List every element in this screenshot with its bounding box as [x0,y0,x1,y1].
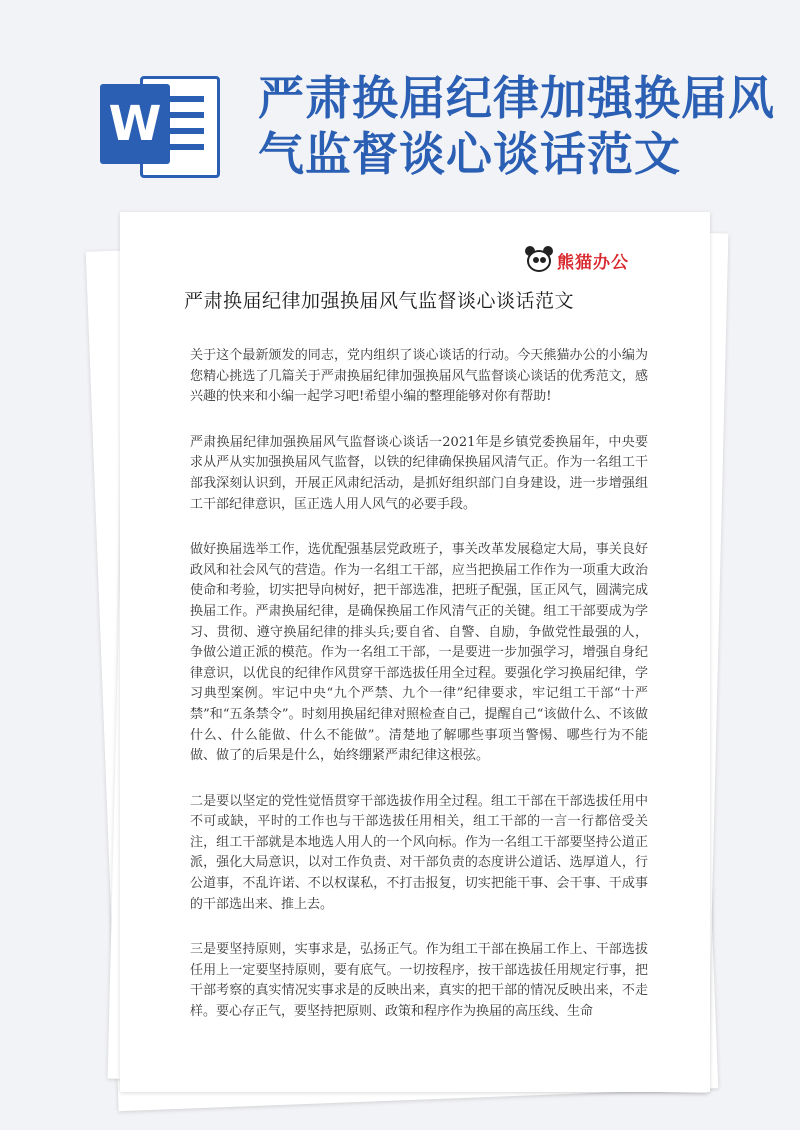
paragraph: 二是要以坚定的党性觉悟贯穿干部选拔作用全过程。组工干部在干部选拔任用中不可或缺，平时的工作也与干部选拔任用相关，组工干部的一言一行都倍受关注，组工干部就是本地选人用人的一个风向标。作为一名组工干部要坚持公道正派，强化大局意识，以对工作负责、对干部负责的态度讲公道话、选厚道人，行公道事，不乱许诺、不以权谋私，不打击报复，切实把能干事、会干事、干成事的干部选出来、推上去。 [190,793,648,912]
document-title: 严肃换届纪律加强换届风气监督谈心谈话范文 [184,290,575,312]
brand-name: 熊猫办公 [557,252,629,273]
paragraph: 严肃换届纪律加强换届风气监督谈心谈话一2021年是乡镇党委换届年，中央要求从严从实加强换届风气监督，以铁的纪律确保换届风清气正。作为一名组工干部我深刻认识到，开展正风肃纪活动，是抓好组织部门自身建设，进一步增强组工干部纪律意识，匡正选人用人风气的必要手段。 [190,434,648,512]
document-body [190,346,648,1048]
page-title: 严肃换届纪律加强换届风气监督谈心谈话范文 [258,71,775,181]
page-header [0,0,800,200]
word-letter: W [100,84,170,164]
panda-icon [525,246,553,274]
paragraph: 关于这个最新颁发的同志，党内组织了谈心谈话的行动。今天熊猫办公的小编为您精心挑选了几篇关于严肃换届纪律加强换届风气监督谈心谈话的优秀范文，感兴趣的快来和小编一起学习吧!希望小编的整理能够对你有帮助! [190,348,648,405]
word-document-icon [100,70,220,180]
brand-logo [525,246,629,274]
paragraph: 三是要坚持原则，实事求是，弘扬正气。作为组工干部在换届工作上、干部选拔任用上一定要坚持原则，要有底气。一切按程序，按干部选拔任用规定行事，把干部考察的真实情况实事求是的反映出来，真实的把干部的情况反映出来，不走样。要心存正气，要坚持把原则、政策和程序作为换届的高压线、生命 [190,942,648,1020]
paragraph: 做好换届选举工作，选优配强基层党政班子，事关改革发展稳定大局，事关良好政风和社会风气的营造。作为一名组工干部，应当把换届工作作为一项重大政治使命和考验，切实把导向树好，把干部选准，把班子配强，匡正风气，圆满完成换届工作。严肃换届纪律，是确保换届工作风清气正的关键。组工干部要成为学习、贯彻、遵守换届纪律的排头兵;要自省、自警、自励，争做党性最强的人，争做公道正派的模范。作为一名组工干部，一是要进一步加强学习，增强自身纪律意识，以优良的纪律作风贯穿干部选拔任用全过程。要强化学习换届纪律，学习典型案例。牢记中央“九个严禁、九个一律”纪律要求，牢记组工干部“十严禁”和“五条禁令”。时刻用换届纪律对照检查自己，提醒自己“该做什么、不该做什么、什么能做、什么不能做”。清楚地了解哪些事项当警惕、哪些行为不能做、做了的后果是什么，始终绷紧严肃纪律这根弦。 [190,542,648,764]
